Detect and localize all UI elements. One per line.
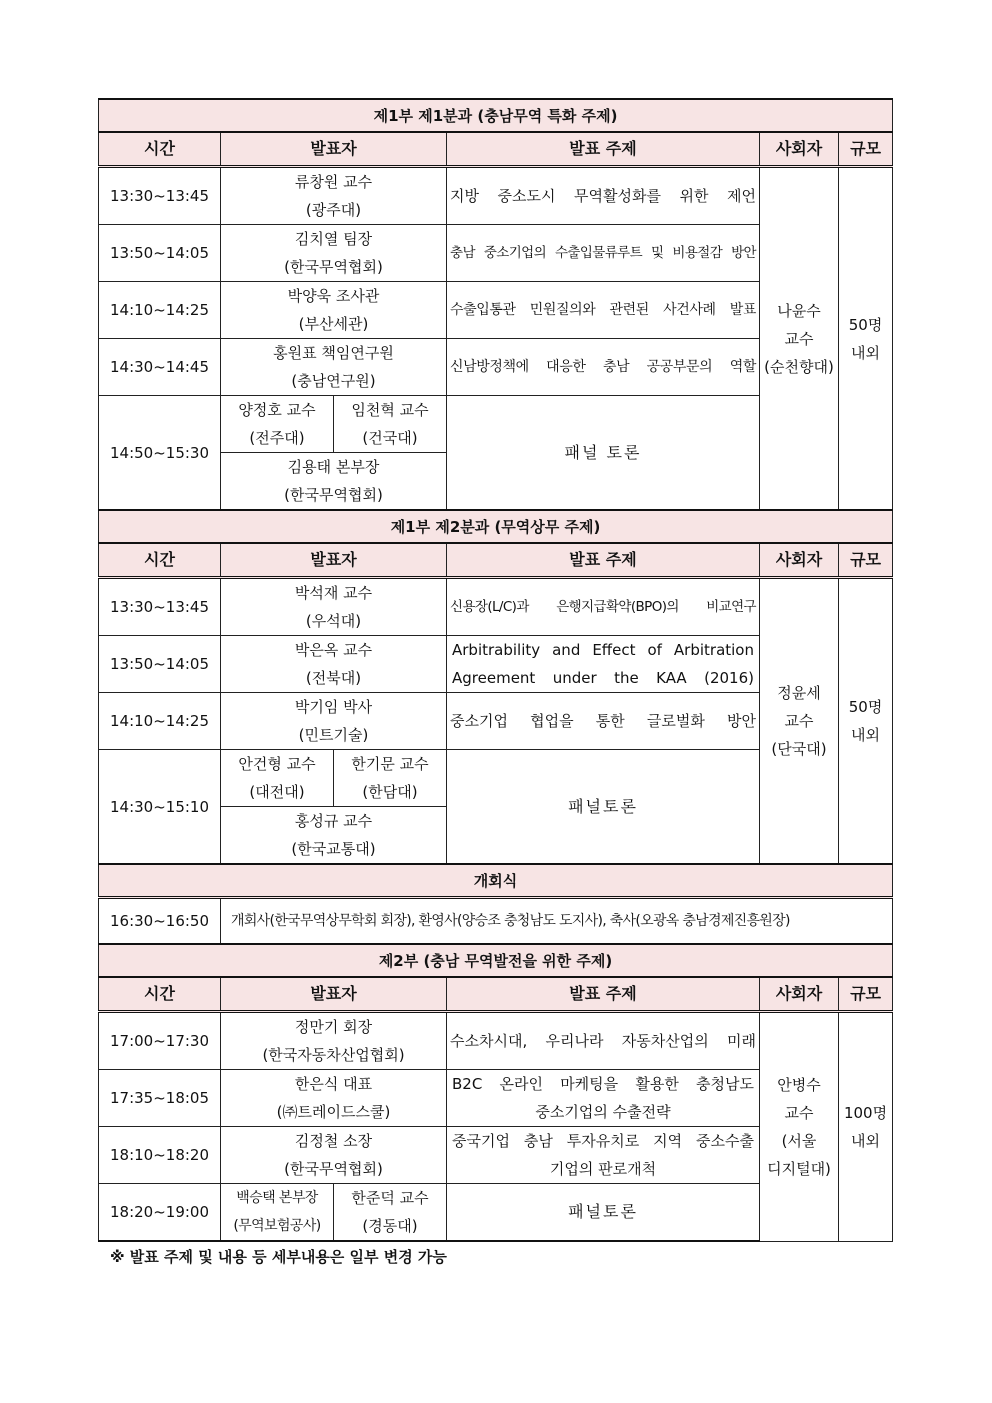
header-topic: 발표 주제 (447, 977, 760, 1012)
speaker-org: (무역보험공사) (233, 1218, 321, 1234)
topic-line: 기업의 판로개척 (549, 1160, 657, 1178)
footnote: ※ 발표 주제 및 내용 등 세부내용은 일부 변경 가능 (110, 1248, 447, 1266)
speaker-cell (221, 636, 447, 693)
moderator-cell (760, 578, 839, 865)
moderator-name: 정윤세 (777, 684, 821, 702)
panel-speakers-cell (221, 750, 447, 865)
speaker-org: (전북대) (305, 669, 362, 687)
header-time: 시간 (99, 132, 221, 167)
time-cell: 13:50~14:05 (99, 636, 221, 693)
time-cell: 14:30~14:45 (99, 339, 221, 396)
topic-cell: 충남 중소기업의 수출입물류루트 및 비용절감 방안 (447, 225, 760, 282)
topic-line: Arbitrability and Effect of Arbitration (452, 641, 754, 659)
header-moderator: 사회자 (760, 132, 839, 167)
panelist (221, 807, 446, 864)
speaker-org: (충남연구원) (291, 372, 376, 390)
speaker-name: 양정호 교수 (238, 401, 316, 419)
speaker-cell (221, 282, 447, 339)
header-moderator: 사회자 (760, 543, 839, 578)
time-cell: 18:20~19:00 (99, 1184, 221, 1242)
time-cell: 17:00~17:30 (99, 1012, 221, 1070)
panelist (221, 396, 334, 453)
moderator-title: 교수 (784, 1103, 814, 1122)
size-cell (839, 167, 893, 511)
program-table (98, 98, 893, 1242)
panelist (221, 1184, 334, 1242)
size-suffix: 내외 (851, 343, 881, 362)
speaker-org: (전주대) (249, 429, 305, 447)
speaker-org: (한국무역협회) (284, 258, 383, 276)
speaker-name: 박기임 박사 (294, 698, 373, 716)
topic-line: B2C 온라인 마케팅을 활용한 충청남도 (452, 1075, 754, 1093)
speaker-org: (대전대) (249, 783, 305, 801)
speaker-name: 김치열 팀장 (294, 230, 373, 248)
section3-title: 제2부 (충남 무역발전을 위한 주제) (99, 944, 893, 977)
speaker-name: 정만기 회장 (294, 1018, 373, 1036)
time-cell: 14:50~15:30 (99, 396, 221, 511)
panelist (334, 1184, 447, 1242)
time-cell: 17:35~18:05 (99, 1070, 221, 1127)
speaker-org: (건국대) (362, 429, 418, 447)
program-document (98, 98, 892, 1267)
speaker-name: 백승택 본부장 (236, 1190, 318, 1206)
speaker-name: 한은식 대표 (294, 1075, 373, 1093)
moderator-org: (서울 (781, 1131, 817, 1150)
opening-text: 개회사(한국무역상무학회 회장), 환영사(양승조 충청남도 도지사), 축사(오광옥 충남경제진흥원장) (221, 898, 893, 945)
time-cell: 13:50~14:05 (99, 225, 221, 282)
speaker-cell (221, 339, 447, 396)
section1-title: 제1부 제1분과 (충남무역 특화 주제) (99, 99, 893, 132)
topic-cell: 패널토론 (447, 750, 760, 865)
speaker-org: (경동대) (362, 1217, 418, 1235)
speaker-name: 박은옥 교수 (294, 641, 373, 659)
topic-cell (447, 1070, 760, 1127)
header-size: 규모 (839, 543, 893, 578)
speaker-org: (우석대) (305, 612, 362, 630)
header-time: 시간 (99, 543, 221, 578)
topic-cell: 신용장(L/C)과 은행지급확약(BPO)의 비교연구 (447, 578, 760, 636)
section2-title: 제1부 제2분과 (무역상무 주제) (99, 510, 893, 543)
header-speaker: 발표자 (221, 977, 447, 1012)
speaker-name: 홍원표 책임연구원 (273, 344, 394, 362)
speaker-name: 박양욱 조사관 (287, 287, 380, 305)
opening-title: 개회식 (99, 864, 893, 898)
topic-cell: 패널 토론 (447, 396, 760, 511)
time-cell: 13:30~13:45 (99, 167, 221, 225)
speaker-name: 홍성규 교수 (294, 812, 373, 830)
size-count: 100명 (843, 1103, 888, 1122)
topic-line: 중소기업의 수출전략 (535, 1103, 671, 1121)
moderator-name: 안병수 (777, 1075, 821, 1094)
size-suffix: 내외 (851, 726, 881, 744)
speaker-org: (민트기술) (298, 726, 369, 744)
speaker-cell (221, 578, 447, 636)
speaker-name: 임천혁 교수 (351, 401, 429, 419)
speaker-org: (한국자동차산업협회) (262, 1046, 405, 1064)
header-speaker: 발표자 (221, 132, 447, 167)
moderator-title: 교수 (784, 712, 814, 730)
topic-line: Agreement under the KAA (2016) (452, 669, 754, 687)
moderator-title: 교수 (784, 329, 814, 348)
table-row (99, 1012, 893, 1070)
size-cell (839, 578, 893, 865)
header-time: 시간 (99, 977, 221, 1012)
speaker-name: 안건형 교수 (238, 755, 316, 773)
table-row (99, 167, 893, 225)
moderator-org: 디지털대) (767, 1159, 831, 1178)
header-topic: 발표 주제 (447, 132, 760, 167)
speaker-cell (221, 225, 447, 282)
speaker-name: 박석재 교수 (294, 584, 373, 602)
speaker-name: 류창원 교수 (294, 173, 373, 191)
header-size: 규모 (839, 977, 893, 1012)
topic-cell: 중소기업 협업을 통한 글로벌화 방안 (447, 693, 760, 750)
speaker-org: (부산세관) (298, 315, 369, 333)
panel-speakers-cell (221, 396, 447, 511)
speaker-org: (한국무역협회) (284, 1160, 383, 1178)
speaker-cell (221, 1127, 447, 1184)
topic-cell: 지방 중소도시 무역활성화를 위한 제언 (447, 167, 760, 225)
panelist (334, 750, 447, 807)
moderator-org: (순천향대) (764, 357, 834, 376)
time-cell: 14:10~14:25 (99, 282, 221, 339)
moderator-org: (단국대) (771, 740, 827, 758)
topic-line: 중국기업 충남 투자유치로 지역 중소수출 (452, 1132, 754, 1150)
speaker-name: 한준덕 교수 (351, 1189, 429, 1207)
speaker-org: (한담대) (362, 783, 418, 801)
time-cell: 16:30~16:50 (99, 898, 221, 945)
speaker-name: 김용태 본부장 (287, 458, 380, 476)
speaker-name: 김정철 소장 (294, 1132, 373, 1150)
header-speaker: 발표자 (221, 543, 447, 578)
topic-cell: 수출입통관 민원질의와 관련된 사건사례 발표 (447, 282, 760, 339)
speaker-org: (㈜트레이드스쿨) (276, 1103, 391, 1121)
time-cell: 18:10~18:20 (99, 1127, 221, 1184)
topic-cell (447, 1127, 760, 1184)
speaker-cell (221, 1012, 447, 1070)
panelist (221, 453, 446, 510)
speaker-org: (한국교통대) (291, 840, 376, 858)
topic-cell: 신남방정책에 대응한 충남 공공부문의 역할 (447, 339, 760, 396)
topic-cell (447, 636, 760, 693)
size-count: 50명 (848, 315, 883, 334)
header-topic: 발표 주제 (447, 543, 760, 578)
size-cell (839, 1012, 893, 1242)
time-cell: 14:30~15:10 (99, 750, 221, 865)
topic-cell: 패널토론 (447, 1184, 760, 1242)
header-size: 규모 (839, 132, 893, 167)
header-moderator: 사회자 (760, 977, 839, 1012)
speaker-org: (광주대) (305, 201, 362, 219)
moderator-name: 나윤수 (777, 301, 821, 320)
speaker-cell (221, 693, 447, 750)
size-suffix: 내외 (851, 1131, 881, 1150)
table-row (99, 578, 893, 636)
time-cell: 14:10~14:25 (99, 693, 221, 750)
size-count: 50명 (848, 698, 883, 716)
panelist (221, 750, 334, 807)
topic-cell: 수소차시대, 우리나라 자동차산업의 미래 (447, 1012, 760, 1070)
panelist (334, 396, 447, 453)
speaker-org: (한국무역협회) (284, 486, 383, 504)
moderator-cell (760, 167, 839, 511)
moderator-cell (760, 1012, 839, 1242)
speaker-name: 한기문 교수 (351, 755, 429, 773)
time-cell: 13:30~13:45 (99, 578, 221, 636)
speaker-cell (221, 1070, 447, 1127)
speaker-cell (221, 167, 447, 225)
